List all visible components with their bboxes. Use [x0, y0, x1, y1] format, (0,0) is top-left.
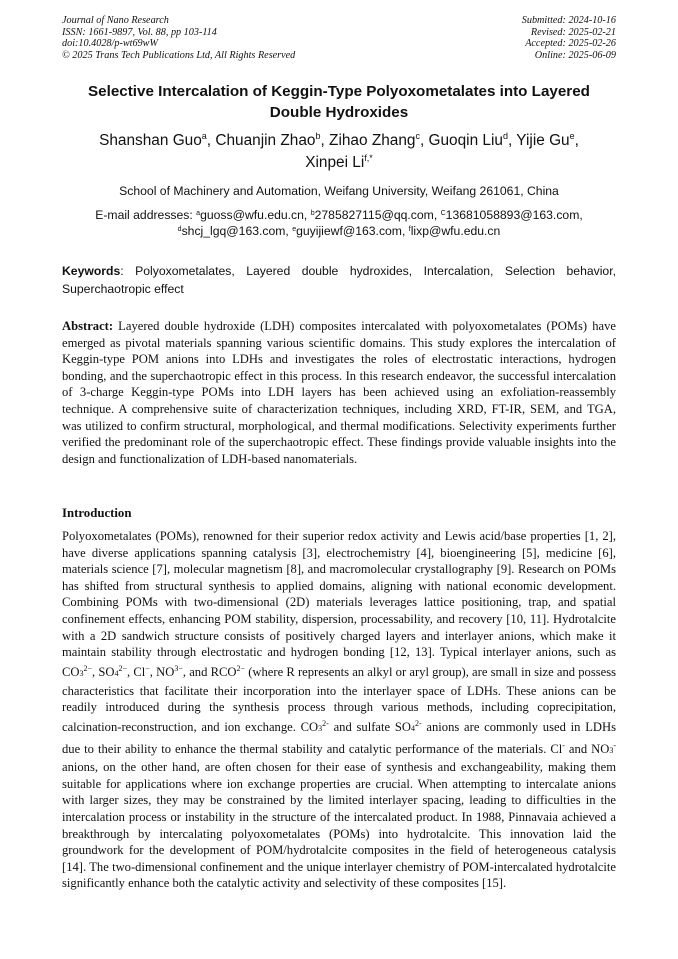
- formula-base: NO: [591, 741, 610, 756]
- author-affil-mark: d: [502, 131, 508, 141]
- email-mark: e: [292, 226, 297, 234]
- paper-title: Selective Intercalation of Keggin-Type Polyoxometalates into Layered Double Hydroxides: [88, 83, 590, 121]
- publication-dates: [522, 15, 616, 61]
- author-affil-mark: a: [201, 131, 207, 141]
- formula-sup: −: [145, 663, 150, 673]
- ion-formula: [156, 665, 183, 679]
- formula-sub: 3: [79, 668, 84, 678]
- formula-base: RCO: [210, 664, 237, 679]
- author-affil-mark: f,*: [364, 153, 373, 163]
- intro-text: (where R represents an alkyl or aryl group), are small in size and possess characteristics that facilitate their incorporation into the interlayer space of LDHs. These anions can be readily introduced during the synthesis process through various methods, including coprecipitation, calcination-reconstruction, and ion exchange.: [62, 664, 617, 734]
- journal-info: [62, 15, 295, 61]
- introduction-heading: Introduction: [62, 506, 132, 520]
- formula-sub: 3: [609, 745, 614, 755]
- formula-sub: 4: [410, 723, 415, 733]
- author-name: Yijie Gu: [516, 132, 570, 149]
- ion-formula: [301, 720, 329, 734]
- email-mark: b: [310, 210, 315, 217]
- formula-base: Cl: [550, 741, 563, 756]
- formula-sup: 2-: [414, 718, 422, 728]
- email-mark: a: [196, 210, 201, 217]
- formula-sup: 3−: [174, 663, 183, 673]
- formula-sup: 2−: [236, 663, 246, 673]
- author-affil-mark: b: [315, 131, 321, 141]
- intro-text: and sulfate: [328, 719, 395, 734]
- date-accepted: Accepted: 2025-02-26: [525, 38, 616, 50]
- affiliation: School of Machinery and Automation, Weifang University, Weifang 261061, China: [119, 184, 559, 198]
- abstract-text: Layered double hydroxide (LDH) composites intercalated with polyoxometalates (POMs) have emerged as pivotal materials spanning various scientific domains. This study explores the intercalation of Keggin-type POM anions into LDHs and investigates the roles of electrostatic interactions, hydrogen bonding, and the superchaotropic effect in this process. In this research endeavor, the successful intercalation of 3-charge Keggin-type POMs into LDH layers has been achieved using an exfoliation-reassembly technique. A comprehensive suite of characterization techniques, including XRD, FT-IR, SEM, and TGA, was utilized to confirm structural, morphological, and thermal modifications. Selectivity experiments further verified the predominant role of the superchaotropic effect. These findings provide valuable insights into the design and functionalization of LDH-based nanomaterials.: [62, 319, 616, 466]
- formula-sup: -: [562, 740, 565, 750]
- author-name: Zihao Zhang: [329, 132, 416, 149]
- formula-sub: 4: [114, 668, 119, 678]
- keywords: [62, 263, 616, 298]
- author-name: Xinpei Li: [305, 154, 365, 171]
- formula-base: SO: [98, 664, 115, 679]
- ion-formula: [591, 742, 616, 756]
- email-link[interactable]: guoss@wfu.edu.cn: [200, 208, 304, 222]
- ion-formula: [395, 720, 422, 734]
- introduction-body: Polyoxometalates (POMs), renowned for their superior redox activity and Lewis acid/base properties [1, 2], have diverse applications spanning catalysis [3], electrochemistry [4], bioengineering [5], medicine [6], materials science [7], molecular magnetism [8], and macromolecular crystallography [9]. Research on POMs has shifted from structural synthesis to applied domains, aligning with national economic development. Combining POMs with two-dimensional (2D) materials leverages lattice positioning, trap, and spatial confinement effects, enhancing POM stability, dispersion, processability, and recovery [10, 11]. Hydrotalcite with a 2D sandwich structure consists of positively charged layers and interlayer anions, which make it maintain stability through electrostatic and hydrogen bonding [12, 13]. Typical interlayer anions, such as $CO3^{2-}$, $SO4^{2-}$, Cl−, $NO^{3-}$, and $RCO^{2-}$ (where R represents an alkyl or aryl group), are small in size and possess characteristics that facilitate their incorporation into the interlayer space of LDHs. These anions can be readily introduced during the synthesis process through various methods, including coprecipitation, calcination-reconstruction, and ion exchange. $CO3^{2-}$ and sulfate $SO4^{2-}$ anions are commonly used in LDHs due to their ability to enhance the thermal stability and catalytic performance of the materials. Cl- and NO3- anions, on the other hand, are often chosen for their ease of synthesis and exchangeability, making them suitable for applications where ion exchange properties are crucial. When attempting to intercalate anions with larger sizes, they may be constrained by the limited interlayer spacing, leading to difficulties in the intercalation process or instability in the structure of the intercalated product. In 1988, Pinnavaia achieved a breakthrough by intercalating polyoxometalates (POMs) into hydrotalcite. This innovation laid the groundwork for the development of POM/hydrotalcite composites in the field of heterogeneous catalysis [14]. The two-dimensional confinement and the unique interlayer chemistry of POM-intercalated hydrotalcite significantly enhance both the catalytic activity and selectivity of these composites [15].: [62, 529, 617, 891]
- keywords-label: Keywords: [62, 264, 121, 278]
- author-name: Chuanjin Zhao: [215, 132, 316, 149]
- author-list: Shanshan Guo$^a$, Chuanjin Zhao$^b$, Zihao Zhang$^c$, Guoqin Liu$^d$, Yijie Gu$^e$, Xinpei $Li^{f,*}$: [99, 131, 579, 171]
- formula-sub: 3: [318, 723, 323, 733]
- email-mark: d: [177, 226, 182, 234]
- journal-doi: doi:10.4028/p-wt69wW: [62, 38, 158, 50]
- email-addresses: E-mail addresses: $^a$guoss@wfu.edu.cn, $^b$2785827115@qq.com, $^C$13681058893@163.com, $^d$shcj_lgq@163.com, $^e$guyijiewf@163.com, $^f$lixp@wfu.edu.cn: [95, 208, 583, 239]
- formula-sup: 2-: [322, 718, 329, 728]
- ion-formula: [98, 665, 127, 679]
- intro-text: anions are commonly used in LDHs due to their ability to enhance the thermal stability and catalytic performance of the materials.: [62, 719, 616, 756]
- ion-formula: [62, 665, 92, 679]
- formula-base: CO: [62, 664, 80, 679]
- email-link[interactable]: lixp@wfu.edu.cn: [410, 224, 501, 239]
- email-link[interactable]: 2785827115@qq.com: [314, 208, 434, 222]
- abstract-label: Abstract:: [62, 319, 114, 333]
- formula-base: NO: [156, 664, 175, 679]
- email-link[interactable]: 13681058893@163.com: [445, 208, 580, 222]
- intro-text: Polyoxometalates (POMs), renowned for their superior redox activity and Lewis acid/base properties [1, 2], have diverse applications spanning catalysis [3], electrochemistry [4], bioengineering [5], medicine [6], materials science [7], molecular magnetism [8], and macromolecular crystallography [9]. Research on POMs has shifted from structural synthesis to applied domains, aligning with national economic development. Combining POMs with two-dimensional (2D) materials leverages lattice positioning, trap, and spatial confinement effects, enhancing POM stability, dispersion, processability, and recovery [10, 11]. Hydrotalcite with a 2D sandwich structure consists of positively charged layers and interlayer anions, which make it maintain stability through electrostatic and hydrogen bonding [12, 13]. Typical interlayer anions, such as: [62, 529, 616, 660]
- formula-base: SO: [394, 719, 411, 734]
- intro-text: and: [564, 741, 592, 756]
- abstract: [62, 318, 616, 467]
- keywords-text: : Polyoxometalates, Layered double hydroxides, Intercalation, Selection behavior, Superchaotropic effect: [62, 264, 616, 296]
- intro-text: anions, on the other hand, are often chosen for their ease of synthesis and exchangeability, making them suitable for applications where ion exchange properties are crucial. When attempting to intercalate anions with larger sizes, they may be constrained by the limited interlayer spacing, leading to difficulties in the intercalation process or instability in the structure of the intercalated product. In 1988, Pinnavaia achieved a breakthrough by intercalating polyoxometalates (POMs) into hydrotalcite. This innovation laid the groundwork for the development of POM/hydrotalcite composites in the field of heterogeneous catalysis [14]. The two-dimensional confinement and the unique interlayer chemistry of POM-intercalated hydrotalcite significantly enhance both the catalytic activity and selectivity of these composites [15].: [62, 760, 616, 891]
- journal-name: Journal of Nano Research: [62, 15, 169, 26]
- formula-sup: 2−: [83, 663, 93, 673]
- email-link[interactable]: guyijiewf@163.com: [296, 224, 402, 239]
- journal-issn: ISSN: 1661-9897, Vol. 88, pp 103-114: [62, 26, 217, 38]
- formula-base: Cl: [133, 664, 146, 679]
- ion-formula: [211, 665, 245, 679]
- email-label: E-mail addresses:: [95, 208, 193, 222]
- ion-formula: [550, 742, 565, 756]
- date-submitted: Submitted: 2024-10-16: [521, 15, 616, 26]
- email-link[interactable]: shcj_lgq@163.com: [181, 224, 286, 239]
- author-name: Guoqin Liu: [428, 132, 503, 149]
- formula-base: CO: [300, 719, 319, 734]
- email-mark: C: [440, 210, 446, 217]
- author-name: Shanshan Guo: [99, 132, 202, 149]
- formula-sup: 2−: [118, 663, 127, 673]
- email-mark: f: [408, 226, 411, 234]
- journal-copyright: © 2025 Trans Tech Publications Ltd, All Rights Reserved: [62, 49, 296, 61]
- ion-formula: [133, 665, 149, 679]
- author-affil-mark: e: [569, 131, 575, 141]
- date-online: Online: 2025-06-09: [534, 49, 616, 61]
- formula-sup: -: [613, 740, 616, 750]
- author-affil-mark: c: [415, 131, 420, 141]
- date-revised: Revised: 2025-02-21: [530, 26, 616, 38]
